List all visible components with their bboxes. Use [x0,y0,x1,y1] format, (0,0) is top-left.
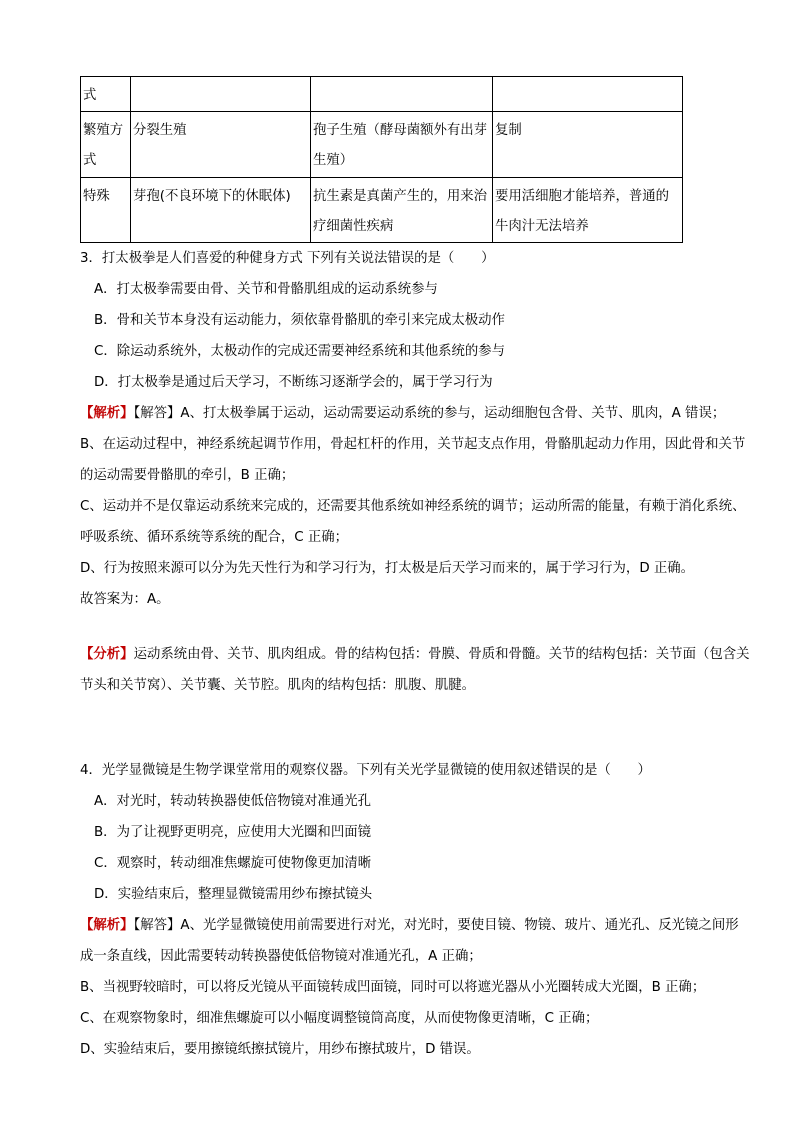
option-b: B．骨和关节本身没有运动能力，须依靠骨骼肌的牵引来完成太极动作 [94,313,505,328]
option-d: D．打太极拳是通过后天学习，不断练习逐渐学会的，属于学习行为 [94,375,493,390]
answer-paragraph: B、在运动过程中，神经系统起调节作用，骨起杠杆的作用，关节起支点作用，骨骼肌起动力作用，因此骨和关节的运动需要骨骼肌的牵引，B 正确； [80,437,746,483]
table-cell: 芽孢(不良环境下的休眠体) [131,178,311,243]
answer-conclusion: 故答案为：A。 [80,592,170,607]
table-cell [493,77,683,112]
table-row [81,77,683,112]
table-cell: 孢子生殖（酵母菌额外有出芽生殖） [311,112,493,178]
answer-paragraph: D、行为按照来源可以分为先天性行为和学习行为，打太极是后天学习而来的，属于学习行为，D 正确。 [80,561,695,576]
analysis-tag: 【分析】 [80,647,134,662]
option-a: A．对光时，转动转换器使低倍物镜对准通光孔 [94,794,371,809]
answer-text: 【解答】A、光学显微镜使用前需要进行对光，对光时，要使目镜、物镜、玻片、通光孔、反光镜之间形成一条直线，因此需要转动转换器使低倍物镜对准通光孔，A 正确； [80,918,739,964]
answer-paragraph [80,398,750,429]
question-stem: 3．打太极拳是人们喜爱的种健身方式 下列有关说法错误的是（ ） [80,251,495,266]
analysis-tag: 【解析】 [80,406,134,421]
analysis-tag: 【解析】 [80,918,134,933]
option-d: D．实验结束后，整理显微镜需用纱布擦拭镜头 [94,887,373,902]
answer-text: 【解答】A、打太极拳属于运动，运动需要运动系统的参与，运动细胞包含骨、关节、肌肉，A 错误； [133,406,726,421]
table-cell: 特殊 [81,178,131,243]
table-cell: 分裂生殖 [131,112,311,178]
table-cell: 抗生素是真菌产生的，用来治疗细菌性疾病 [311,178,493,243]
table-row [81,112,683,178]
option-b: B．为了让视野更明亮，应使用大光圈和凹面镜 [94,825,371,840]
table-cell: 式 [81,77,131,112]
answer-paragraph: C、运动并不是仅靠运动系统来完成的，还需要其他系统如神经系统的调节；运动所需的能量，有赖于消化系统、呼吸系统、循环系统等系统的配合，C 正确； [80,499,746,545]
table-row [81,178,683,243]
answer-paragraph: D、实验结束后，要用擦镜纸擦拭镜片，用纱布擦拭玻片，D 错误。 [80,1042,480,1057]
analysis-paragraph [80,639,750,701]
question-stem: 4．光学显微镜是生物学课堂常用的观察仪器。下列有关光学显微镜的使用叙述错误的是（ ） [80,763,651,778]
answer-paragraph: C、在观察物象时，细准焦螺旋可以小幅度调整镜筒高度，从而使物像更清晰，C 正确； [80,1011,599,1026]
answer-paragraph: B、当视野较暗时，可以将反光镜从平面镜转成凹面镜，同时可以将遮光器从小光圈转成大光圈，B 正确； [80,980,706,995]
table-cell [131,77,311,112]
table-cell: 复制 [493,112,683,178]
table-cell: 繁殖方式 [81,112,131,178]
option-c: C．观察时，转动细准焦螺旋可使物像更加清晰 [94,856,372,871]
question-3 [80,243,750,701]
question-4 [80,755,750,1065]
answer-paragraph [80,910,750,972]
analysis-text: 运动系统由骨、关节、肌肉组成。骨的结构包括：骨膜、骨质和骨髓。关节的结构包括：关节面（包含关节头和关节窝）、关节囊、关节腔。肌肉的结构包括：肌腹、肌腱。 [80,647,750,693]
table-cell [311,77,493,112]
table-cell: 要用活细胞才能培养，普通的牛肉汁无法培养 [493,178,683,243]
option-c: C．除运动系统外，太极动作的完成还需要神经系统和其他系统的参与 [94,344,506,359]
comparison-table [80,76,683,243]
option-a: A．打太极拳需要由骨、关节和骨骼肌组成的运动系统参与 [94,282,438,297]
